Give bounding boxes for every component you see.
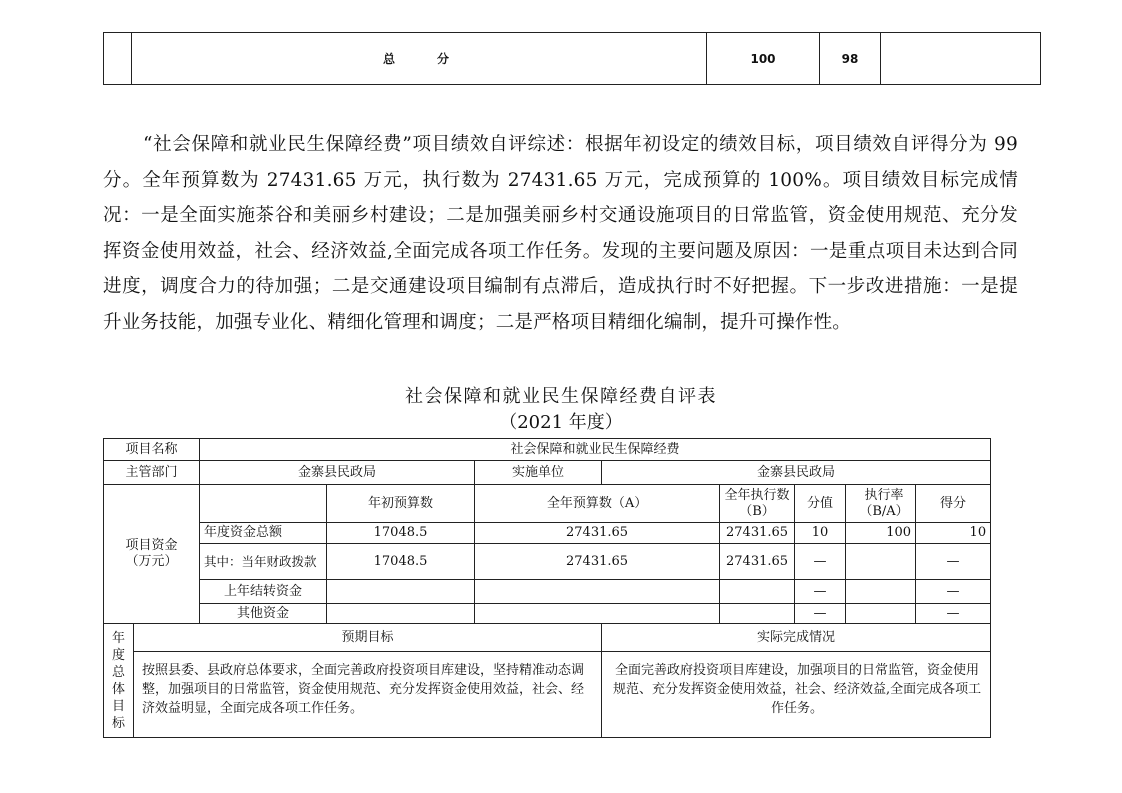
header-executed: 全年执行数（B）: [720, 485, 795, 523]
cell-annual: [475, 604, 720, 624]
expected-text: 按照县委、县政府总体要求，全面完善政府投资项目库建设，坚持精准动态调整，加强项目的日常监管，资金使用规范、充分发挥资金使用效益，社会、经济效益明显，全面完成各项工作任务。: [134, 652, 602, 738]
actual-score: 98: [820, 33, 881, 85]
header-score: 得分: [916, 485, 991, 523]
dept-value: 金寨县民政局: [200, 461, 475, 485]
table-title: 社会保障和就业民生保障经费自评表: [405, 386, 717, 407]
table-row: [104, 580, 991, 604]
cell-executed: [720, 604, 795, 624]
cell-weight: 10: [795, 523, 846, 544]
table-row: [104, 544, 991, 580]
header-rate-text: 执行率（B/A）: [859, 487, 909, 519]
funds-label-text: 项目资金（万元）: [125, 538, 178, 569]
table-row: [104, 523, 991, 544]
self-assessment-table: [103, 438, 991, 738]
cell-rate: [846, 580, 916, 604]
cell-score: —: [916, 580, 991, 604]
blank-cell: [104, 33, 132, 85]
header-weight: 分值: [795, 485, 846, 523]
cell-weight: —: [795, 544, 846, 580]
header-initial: 年初预算数: [327, 485, 475, 523]
cell-executed: [720, 580, 795, 604]
impl-label: 实施单位: [475, 461, 602, 485]
row-label: 其他资金: [200, 604, 327, 624]
cell-rate: 100: [846, 523, 916, 544]
cell-initial: [327, 604, 475, 624]
table-year: （2021 年度）: [499, 412, 623, 433]
row-label: 年度资金总额: [200, 523, 327, 544]
dept-label: 主管部门: [104, 461, 200, 485]
goal-label: [104, 624, 134, 738]
header-annual: 全年预算数（A）: [475, 485, 720, 523]
project-name: 社会保障和就业民生保障经费: [200, 439, 991, 461]
cell-rate: [846, 604, 916, 624]
actual-text: 全面完善政府投资项目库建设，加强项目的日常监管，资金使用规范、充分发挥资金使用效益，社会、经济效益,全面完成各项工作任务。: [602, 652, 991, 738]
funds-label: [104, 485, 200, 624]
cell-executed: 27431.65: [720, 544, 795, 580]
cell-initial: [327, 580, 475, 604]
project-name-label: 项目名称: [104, 439, 200, 461]
cell-initial: 17048.5: [327, 523, 475, 544]
cell-score: —: [916, 544, 991, 580]
total-label: 总 分: [132, 33, 707, 85]
header-rate: [846, 485, 916, 523]
cell-score: 10: [916, 523, 991, 544]
cell-annual: [475, 580, 720, 604]
cell-executed: 27431.65: [720, 523, 795, 544]
actual-label: 实际完成情况: [602, 624, 991, 652]
cell-initial: 17048.5: [327, 544, 475, 580]
cell-annual: 27431.65: [475, 544, 720, 580]
total-score-table: [103, 32, 1041, 85]
row-label: 上年结转资金: [200, 580, 327, 604]
cell-weight: —: [795, 604, 846, 624]
table-row: [104, 604, 991, 624]
goal-label-text: 年度总体目标: [111, 630, 125, 731]
cell-rate: [846, 544, 916, 580]
impl-value: 金寨县民政局: [602, 461, 991, 485]
full-score: 100: [707, 33, 820, 85]
blank-cell: [881, 33, 1041, 85]
narrative-paragraph: “社会保障和就业民生保障经费”项目绩效自评综述：根据年初设定的绩效目标，项目绩效自评得分为 99 分。全年预算数为 27431.65 万元，执行数为 27431.65 万元，完成预算的 100%。项目绩效目标完成情况：一是全面实施茶谷和美丽乡村建设；二是加强美丽乡村交通设施项目的日常监管，资金使用规范、充分发挥资金使用效益，社会、经济效益,全面完成各项工作任务。发现的主要问题及原因：一是重点项目未达到合同进度，调度合力的待加强；二是交通建设项目编制有点滞后，造成执行时不好把握。下一步改进措施：一是提升业务技能，加强专业化、精细化管理和调度；二是严格项目精细化编制，提升可操作性。: [103, 134, 1018, 333]
expected-label: 预期目标: [134, 624, 602, 652]
cell-weight: —: [795, 580, 846, 604]
row-label: 其中：当年财政拨款: [200, 544, 327, 580]
cell-score: —: [916, 604, 991, 624]
cell-annual: 27431.65: [475, 523, 720, 544]
header-blank: [200, 485, 327, 523]
